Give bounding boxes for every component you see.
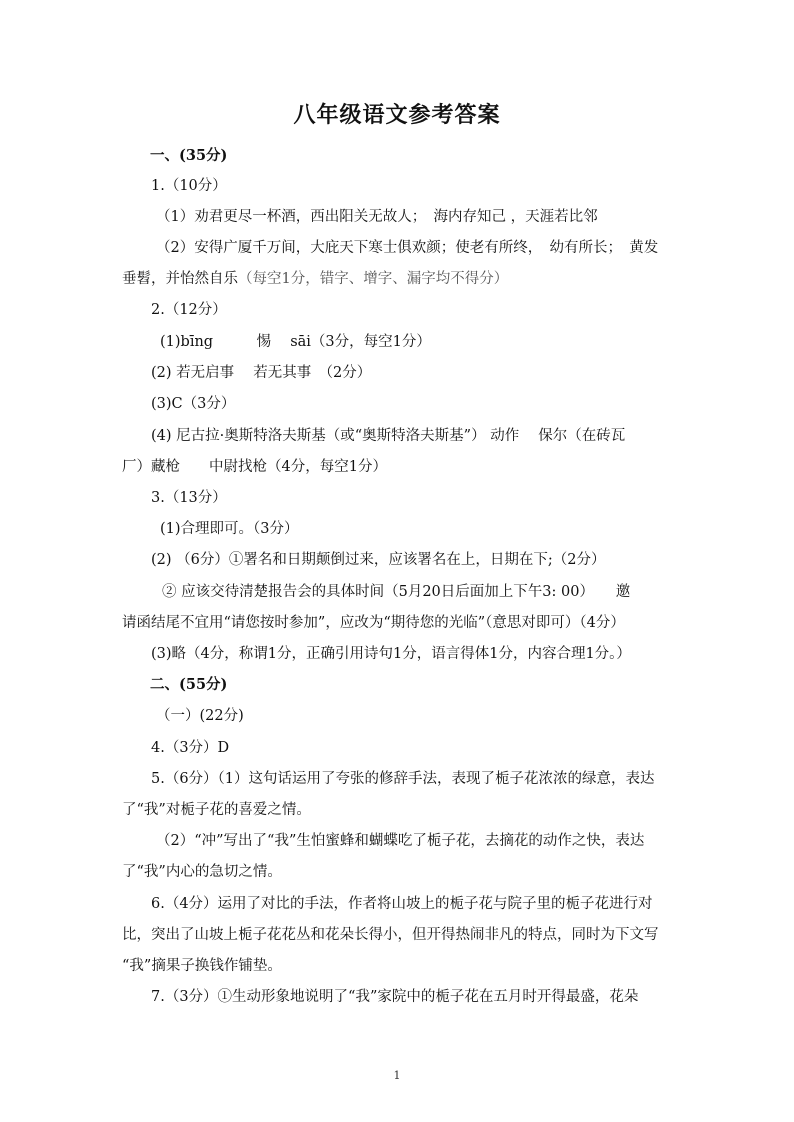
section-two-heading: 二、(55分) (150, 676, 228, 693)
answer-5-2: （2）“冲”写出了“我”生怕蜜蜂和蝴蝶吃了栀子花，去摘花的动作之快，表达 (156, 833, 645, 849)
answer-6-cont-1: 比，突出了山坡上栀子花花丛和花朵长得小，但开得热闹非凡的特点，同时为下文写 (122, 927, 659, 943)
answer-1-2: （2）安得广厦千万间，大庇天下寒士俱欢颜；使老有所终， 幼有所长； 黄发 (156, 240, 659, 256)
passage-one-heading: （一）(22分) (156, 708, 244, 724)
answer-2-1: (1)bīng 惕 sāi（3分，每空1分） (160, 334, 431, 350)
answer-2-3: (3)C（3分） (151, 396, 236, 412)
answer-3-3: (3)略（4分，称谓1分，正确引用诗句1分，语言得体1分，内容合理1分。） (151, 646, 631, 662)
answer-1-1: （1）劝君更尽一杯酒，西出阳关无故人； 海内存知己 ，天涯若比邻 (156, 209, 598, 225)
answer-2-4: (4) 尼古拉·奥斯特洛夫斯基（或“奥斯特洛夫斯基”） 动作 保尔（在砖瓦 (151, 428, 626, 444)
answer-5-1-cont: 了“我”对栀子花的喜爱之情。 (122, 802, 311, 818)
answer-4: 4.（3分）D (151, 740, 230, 756)
question-1-heading: 1.（10分） (151, 178, 227, 194)
question-2-heading: 2.（12分） (151, 302, 227, 318)
answer-1-2-cont (122, 269, 508, 289)
answer-2-2: (2) 若无启事 若无其事 （2分） (151, 365, 372, 381)
answer-5-1: 5.（6分）（1）这句话运用了夸张的修辞手法，表现了栀子花浓浓的绿意，表达 (151, 771, 655, 787)
answer-2-4-cont: 厂）藏枪 中尉找枪（4分，每空1分） (122, 459, 387, 475)
page-number: 1 (393, 1069, 401, 1082)
answer-3-1: (1)合理即可。（3分） (160, 521, 299, 537)
answer-3-2: (2) （6分）①署名和日期颠倒过来，应该署名在上，日期在下;（2分） (151, 552, 606, 568)
page-title: 八年级语文参考答案 (293, 102, 501, 128)
answer-5-2-cont: 了“我”内心的急切之情。 (122, 864, 282, 880)
answer-6-cont-2: “我”摘果子换钱作铺垫。 (122, 958, 282, 974)
answer-1-2-text: 垂髫，并怡然自乐 (122, 271, 238, 287)
answer-6: 6.（4分）运用了对比的手法，作者将山坡上的栀子花与院子里的栀子花进行对 (151, 896, 653, 912)
answer-3-2-b: ② 应该交待清楚报告会的具体时间（5月20日后面加上下午3: 00） 邀 (162, 584, 631, 600)
answer-3-2-b-cont: 请函结尾不宜用“请您按时参加”，应改为“期待您的光临”（意思对即可）（4分） (122, 615, 625, 631)
answer-7: 7.（3分）①生动形象地说明了“我”家院中的栀子花在五月时开得最盛，花朵 (151, 989, 639, 1005)
section-one-heading: 一、(35分) (150, 147, 228, 164)
question-3-heading: 3.（13分） (151, 490, 227, 506)
scoring-note: （每空1分，错字、增字、漏字均不得分） (238, 271, 509, 287)
